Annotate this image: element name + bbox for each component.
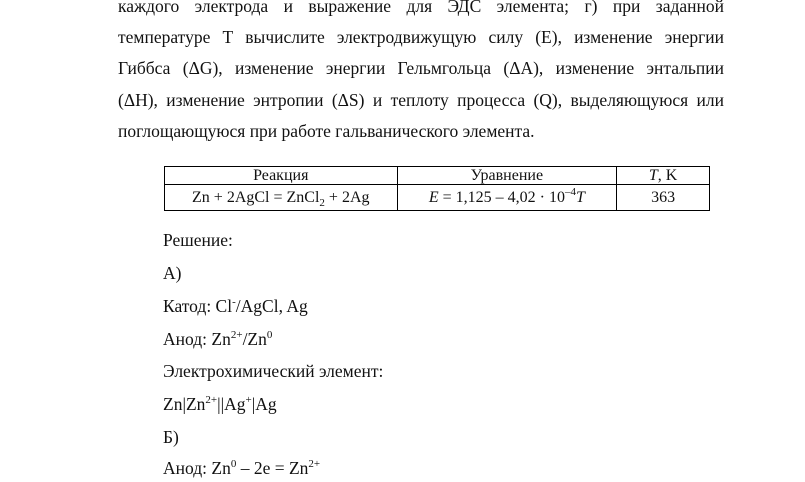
problem-line: (ΔH), изменение энтропии (ΔS) и теплоту процесса (Q), выделяющуюся или bbox=[118, 89, 724, 110]
anode-line: Анод: $Zn^{2+}/Zn^0$ bbox=[163, 329, 273, 349]
problem-text bbox=[118, 0, 724, 147]
part-b-label: Б) bbox=[163, 427, 179, 447]
table-header-row bbox=[165, 167, 710, 185]
problem-line: каждого электрода и выражение для ЭДС элемента; г) при заданной bbox=[118, 0, 724, 16]
cell-temperature: 363 bbox=[617, 185, 710, 211]
cell-reaction: Zn + 2AgCl = ZnCl$_2$ + 2Ag bbox=[165, 185, 398, 211]
problem-line: поглощающуюся при работе гальванического элемента. bbox=[118, 120, 535, 141]
cell-notation: $Zn|Zn^{2+}||Ag^+|Ag$ bbox=[163, 394, 277, 414]
problem-line: Гиббса (ΔG), изменение энергии Гельмгольца (ΔA), изменение энтальпии bbox=[118, 58, 724, 79]
part-a-label: А) bbox=[163, 263, 182, 283]
anode-reaction-line: Анод: $Zn^0 - 2e = Zn^{2+}$ bbox=[163, 458, 321, 478]
header-temperature: T, K bbox=[617, 167, 710, 185]
reaction-table bbox=[164, 166, 710, 211]
header-equation: Уравнение bbox=[397, 167, 617, 185]
solution-title: Решение: bbox=[163, 230, 233, 250]
header-reaction: Реакция bbox=[165, 167, 398, 185]
problem-line: температуре Т вычислите электродвижущую силу (Е), изменение энергии bbox=[118, 27, 724, 48]
cathode-line: Катод: Cl-/AgCl, Ag bbox=[163, 296, 308, 316]
table-row bbox=[165, 185, 710, 211]
cell-label: Электрохимический элемент: bbox=[163, 361, 384, 381]
cell-equation: $E = 1,125 - 4,02 \cdot 10^{-4}T$ bbox=[397, 185, 617, 211]
